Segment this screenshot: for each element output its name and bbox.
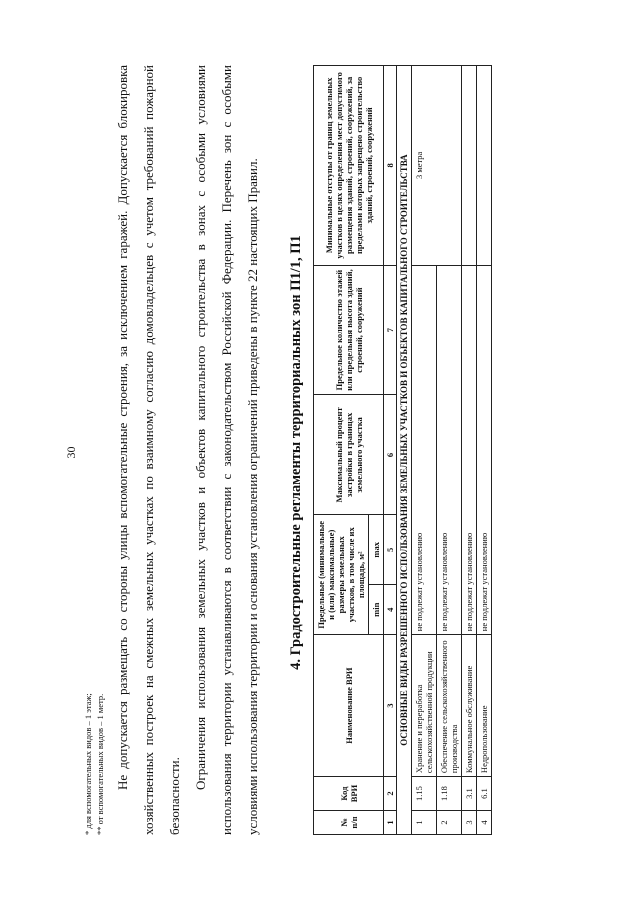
- column-number: 7: [384, 265, 397, 395]
- row-code: 6.1: [477, 777, 492, 811]
- section-heading: 4. Градостроительные регламенты территориальных зон П1/1, П1: [288, 235, 304, 670]
- column-number: 6: [384, 395, 397, 515]
- paragraph-restrictions: Ограничения использования земельных участков и объектов капитального строительства в зонах с особыми условиями использования территории устанавливаются в соответствии с законодательством Российской Федерации. Перечень зон с особыми условиями использования территории и основания установления ограничений приведены в пункте 22 настоящих Правил.: [193, 65, 260, 835]
- row-offset: [462, 66, 477, 266]
- header-name: Наименование ВРИ: [314, 635, 384, 777]
- column-number: 2: [384, 777, 397, 811]
- footnote: ** от вспомогательных видов – 1 метр.: [95, 693, 105, 835]
- header-offsets: Минимальные отступы от границ земельных участков в целях определения мест допустимого размещения зданий, строений, сооружений, за пределами которых запрещено строительство зданий, строений, сооружений: [314, 66, 384, 266]
- section-row: [397, 66, 412, 835]
- row-size: не подлежат установлению: [462, 265, 477, 635]
- header-min: min: [369, 585, 384, 635]
- column-number: 5: [384, 515, 397, 585]
- row-code: 3.1: [462, 777, 477, 811]
- footnotes: [82, 693, 106, 835]
- row-offset: 3 метра: [412, 66, 462, 266]
- row-name: Коммунальное обслуживание: [462, 635, 477, 777]
- column-number: 3: [384, 635, 397, 777]
- header-code: Код ВРИ: [314, 777, 384, 811]
- row-code: 1.15: [412, 777, 437, 811]
- table-header-row: [314, 66, 369, 835]
- row-code: 1.18: [437, 777, 462, 811]
- row-name: Обеспечение сельскохозяйственного производства: [437, 635, 462, 777]
- table-row: [477, 66, 492, 835]
- header-max: max: [369, 515, 384, 585]
- paragraph-garages: Не допускается размещать со стороны улицы вспомогательные строения, за исключением гаражей. Допускается блокировка хозяйственных построек на смежных земельных участках по взаимному согласию домовладельцев с учетом требований пожарной безопасности.: [115, 65, 182, 835]
- column-number: 4: [384, 585, 397, 635]
- row-num: 4: [477, 811, 492, 835]
- header-num: № п/п: [314, 811, 384, 835]
- table-row: [462, 66, 477, 835]
- header-floors: Предельное количество этажей или предельная высота зданий, строений, сооружений: [314, 265, 384, 395]
- column-number: 1: [384, 811, 397, 835]
- row-size: не подлежат установлению: [412, 265, 437, 635]
- row-num: 3: [462, 811, 477, 835]
- row-name: Хранение и переработка сельскохозяйственной продукции: [412, 635, 437, 777]
- row-size: не подлежат установлению: [437, 265, 462, 635]
- row-num: 1: [412, 811, 437, 835]
- row-num: 2: [437, 811, 462, 835]
- row-name: Недропользование: [477, 635, 492, 777]
- column-number: 8: [384, 66, 397, 266]
- column-number-row: [384, 66, 397, 835]
- header-percent: Максимальный процент застройки в границах земельного участка: [314, 395, 384, 515]
- row-size: не подлежат установлению: [477, 265, 492, 635]
- regulations-table: [313, 65, 492, 835]
- section-title: ОСНОВНЫЕ ВИДЫ РАЗРЕШЕННОГО ИСПОЛЬЗОВАНИЯ ЗЕМЕЛЬНЫХ УЧАСТКОВ И ОБЪЕКТОВ КАПИТАЛЬНОГО СТРОИТЕЛЬСТВА: [397, 66, 412, 835]
- row-offset: [477, 66, 492, 266]
- page-number: 30: [64, 446, 78, 459]
- table-row: [412, 66, 437, 835]
- footnote: * для вспомогательных видов – 1 этаж;: [83, 693, 93, 835]
- header-size: Предельные (минимальные и (или) максимальные) размеры земельных участков, в том числе их площадь, м²: [314, 515, 369, 635]
